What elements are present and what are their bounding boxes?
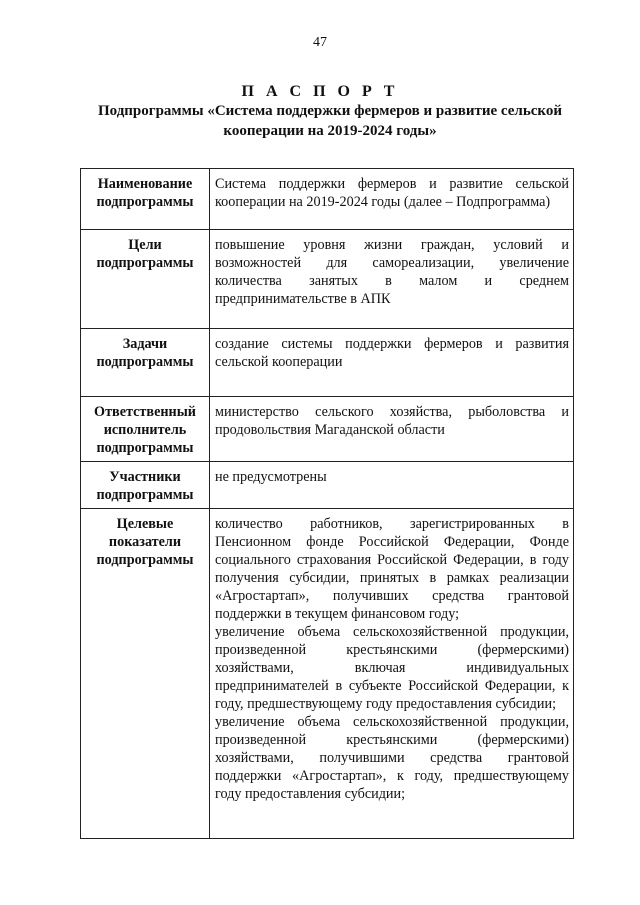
value-paragraph: создание системы поддержки фермеров и развития сельской кооперации [215, 336, 569, 370]
row-value [210, 397, 574, 462]
value-paragraph: увеличение объема сельскохозяйственной продукции, произведенной крестьянскими (фермерскими) хозяйствами, включая индивидуальных предпринимателей в субъекте Российской Федерации, к году, предшествующему году предоставления субсидии; [215, 624, 569, 712]
value-paragraph: министерство сельского хозяйства, рыболовства и продовольствия Магаданской области [215, 404, 569, 438]
row-label: Целевые показатели подпрограммы [81, 509, 210, 839]
value-paragraph: повышение уровня жизни граждан, условий и возможностей для самореализации, увеличение количества занятых в малом и среднем предпринимательстве в АПК [215, 237, 569, 307]
passport-title: П А С П О Р Т [241, 83, 399, 100]
page-number: 47 [313, 35, 327, 50]
value-paragraph: увеличение объема сельскохозяйственной продукции, произведенной крестьянскими (фермерскими) хозяйствами, получившими средства грантовой поддержки «Агростартап», к году, предшествующему году предоставления субсидии; [215, 714, 569, 802]
table-row-targets [81, 509, 574, 839]
passport-subtitle: Подпрограммы «Система поддержки фермеров и развитие сельской кооперации на 2019-2024 годы» [97, 103, 563, 139]
row-label: Наименование подпрограммы [81, 169, 210, 230]
row-label: Цели подпрограммы [81, 230, 210, 329]
table-row-tasks [81, 329, 574, 397]
row-label: Участники подпрограммы [81, 462, 210, 509]
row-value [210, 169, 574, 230]
row-label: Задачи подпрограммы [81, 329, 210, 397]
table-row-participants [81, 462, 574, 509]
table-row-goals [81, 230, 574, 329]
row-value [210, 509, 574, 839]
table-row-name [81, 169, 574, 230]
value-paragraph: не предусмотрены [215, 469, 327, 485]
row-value [210, 329, 574, 397]
row-value [210, 230, 574, 329]
row-value [210, 462, 574, 509]
table-row-executor [81, 397, 574, 462]
passport-table [80, 168, 574, 839]
value-paragraph: количество работников, зарегистрированных в Пенсионном фонде Российской Федерации, Фонде социального страхования Российской Федерации, в году получения субсидии, принятых в рамках реализации «Агростартап», получивших средства грантовой поддержки в текущем финансовом году; [215, 516, 569, 622]
row-label: Ответственный исполнитель подпрограммы [81, 397, 210, 462]
value-paragraph: Система поддержки фермеров и развитие сельской кооперации на 2019-2024 годы (далее – Подпрограмма) [215, 176, 569, 210]
